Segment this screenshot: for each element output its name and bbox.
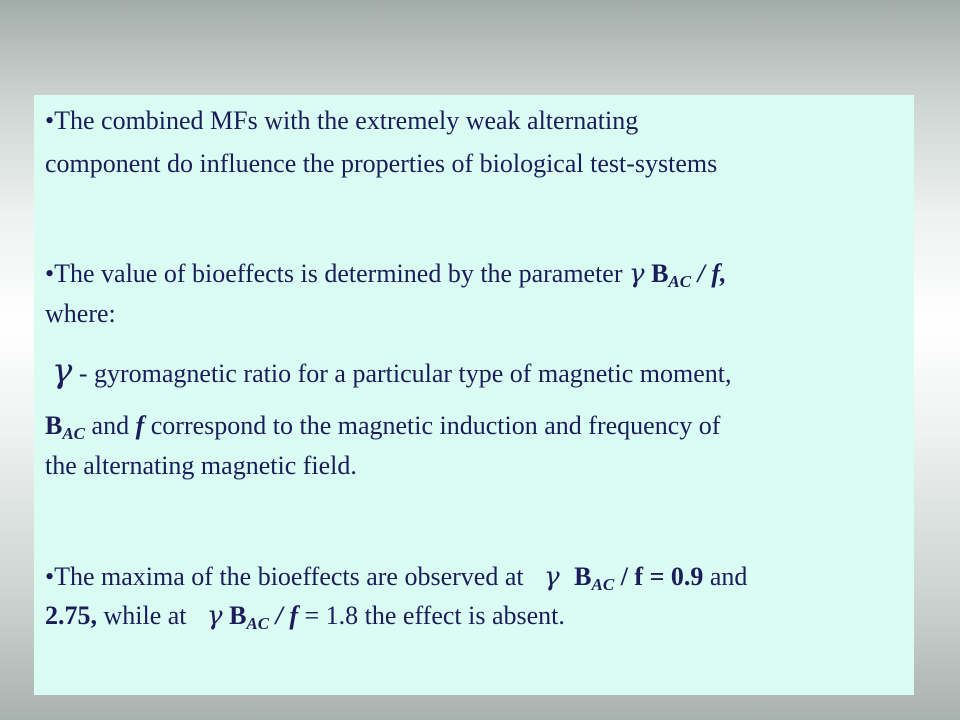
f-equals-value: / f = 0.9	[620, 562, 704, 591]
bullet-1-text: The combined MFs with the extremely weak alternating	[54, 106, 639, 135]
gamma-symbol: γ	[629, 259, 645, 289]
bullet-2-line-2	[45, 293, 116, 334]
gamma-symbol: γ	[52, 351, 73, 391]
bullet-1-line-1	[45, 100, 638, 141]
value-2-75: 2.75,	[45, 601, 97, 630]
while-at-text: while at	[103, 601, 187, 630]
absent-text: = 1.8 the effect is absent.	[304, 601, 565, 630]
bullet-3-line-2	[45, 595, 565, 644]
b-symbol: B	[574, 562, 592, 591]
bullet-marker: •	[45, 562, 55, 591]
where-text: where:	[45, 299, 116, 328]
f-symbol: f	[135, 411, 145, 440]
gamma-symbol: γ	[207, 601, 223, 631]
slash-f: / f,	[697, 259, 727, 288]
and-text: and	[91, 411, 130, 440]
bullet-3-text: The maxima of the bioeffects are observed at	[54, 562, 524, 591]
bullet-1-text-cont: component do influence the properties of biological test-systems	[45, 149, 718, 178]
ac-subscript: AC	[668, 272, 692, 291]
bac-definition-text: correspond to the magnetic induction and frequency of	[150, 411, 721, 440]
ac-subscript: AC	[246, 614, 270, 633]
bac-definition-text-cont: the alternating magnetic field.	[45, 451, 357, 480]
bullet-1-line-2	[45, 143, 717, 184]
gamma-symbol: γ	[544, 562, 560, 592]
bullet-marker: •	[45, 259, 55, 288]
b-symbol: B	[651, 259, 669, 288]
b-symbol: B	[45, 411, 63, 440]
bullet-2-text: The value of bioeffects is determined by the parameter	[54, 259, 623, 288]
b-symbol: B	[229, 601, 247, 630]
slash-f: / f	[275, 601, 298, 630]
bullet-2-line-1	[45, 253, 726, 302]
gamma-definition-line	[52, 351, 731, 394]
ac-subscript: AC	[591, 575, 615, 594]
slide-content-panel	[34, 95, 914, 695]
and-text: and	[709, 562, 748, 591]
gamma-definition-text: - gyromagnetic ratio for a particular type of magnetic moment,	[78, 359, 732, 388]
ac-subscript: AC	[62, 424, 86, 443]
bullet-marker: •	[45, 106, 55, 135]
bac-definition-line-2	[45, 445, 357, 486]
